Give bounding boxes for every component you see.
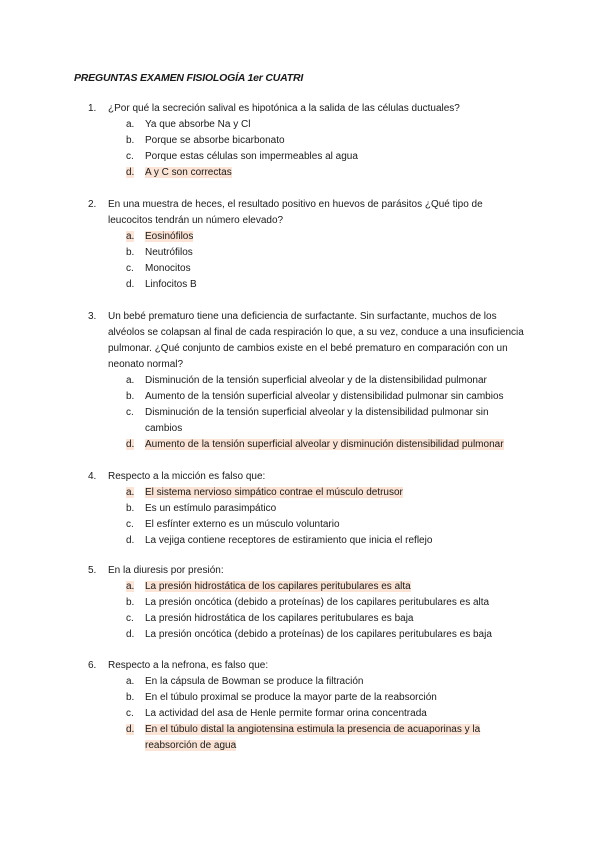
option-text: Linfocitos B (145, 279, 197, 290)
question-row (88, 658, 528, 674)
option-letter: b. (126, 391, 135, 402)
option-text: La presión oncótica (debido a proteínas) de los capilares peritubulares es baja (145, 629, 492, 640)
option-text: Aumento de la tensión superficial alveolar y disminución distensibilidad pulmonar (145, 439, 504, 450)
question-row (88, 101, 528, 117)
answer-option (126, 117, 528, 133)
option-letter: d. (126, 279, 135, 290)
question-row (88, 197, 528, 229)
answer-option (126, 261, 528, 277)
option-text: En el túbulo proximal se produce la mayor parte de la reabsorción (145, 692, 437, 703)
option-letter: c. (126, 407, 134, 418)
question-number: 3. (88, 311, 97, 322)
answer-option (126, 706, 528, 722)
option-text: Disminución de la tensión superficial alveolar y de la distensibilidad pulmonar (145, 375, 487, 386)
option-text: La presión oncótica (debido a proteínas) de los capilares peritubulares es alta (145, 597, 490, 608)
option-letter: d. (126, 724, 135, 735)
question-text: En una muestra de heces, el resultado positivo en huevos de parásitos ¿Qué tipo de leucocitos tendrán un número elevado? (108, 199, 483, 226)
answer-option (126, 501, 528, 517)
option-letter: a. (126, 581, 135, 592)
option-letter: c. (126, 708, 134, 719)
question-block (88, 197, 528, 293)
option-list (126, 579, 528, 643)
answer-option (126, 517, 528, 533)
question-block (88, 469, 528, 549)
answer-option-highlighted (126, 722, 528, 754)
option-letter: d. (126, 629, 135, 640)
option-text: Porque estas células son impermeables al agua (145, 151, 358, 162)
question-text: En la diuresis por presión: (108, 565, 224, 576)
option-letter: c. (126, 519, 134, 530)
answer-option (126, 674, 528, 690)
question-text: Respecto a la micción es falso que: (108, 471, 266, 482)
question-text: Un bebé prematuro tiene una deficiencia de surfactante. Sin surfactante, muchos de los alvéolos se colapsan al final de cada respiración lo que, a su vez, conduce a una insuficiencia pulmonar. ¿Qué conjunto de cambios existe en el bebé prematuro en comparación con un neonato normal? (108, 311, 524, 370)
answer-option (126, 690, 528, 706)
option-text: Ya que absorbe Na y Cl (145, 119, 251, 130)
option-text: Es un estímulo parasimpático (145, 503, 277, 514)
option-text: La presión hidrostática de los capilares peritubulares es alta (145, 581, 411, 592)
option-letter: c. (126, 613, 134, 624)
option-list (126, 674, 528, 754)
answer-option (126, 595, 528, 611)
option-list (126, 373, 528, 453)
answer-option (126, 627, 528, 643)
answer-option-highlighted (126, 579, 528, 595)
option-text: La vejiga contiene receptores de estiramiento que inicia el reflejo (145, 535, 433, 546)
option-letter: b. (126, 597, 135, 608)
option-text: Monocitos (145, 263, 191, 274)
option-letter: b. (126, 135, 135, 146)
question-block (88, 309, 528, 453)
option-text: Disminución de la tensión superficial alveolar y la distensibilidad pulmonar sin cambios (145, 407, 489, 434)
question-block (88, 101, 528, 181)
question-row (88, 309, 528, 373)
option-letter: a. (126, 119, 135, 130)
option-text: El esfínter externo es un músculo voluntario (145, 519, 340, 530)
option-letter: a. (126, 676, 135, 687)
answer-option (126, 405, 528, 437)
question-block (88, 563, 528, 643)
answer-option (126, 277, 528, 293)
option-letter: d. (126, 167, 135, 178)
question-text: Respecto a la nefrona, es falso que: (108, 660, 269, 671)
question-text: ¿Por qué la secreción salival es hipotónica a la salida de las células ductuales? (108, 103, 460, 114)
option-letter: d. (126, 535, 135, 546)
answer-option (126, 149, 528, 165)
option-letter: a. (126, 375, 135, 386)
question-number: 1. (88, 103, 97, 114)
option-letter: a. (126, 487, 135, 498)
answer-option (126, 533, 528, 549)
option-letter: b. (126, 247, 135, 258)
question-number: 6. (88, 660, 97, 671)
answer-option-highlighted (126, 165, 528, 181)
option-letter: c. (126, 151, 134, 162)
option-letter: b. (126, 692, 135, 703)
answer-option (126, 389, 528, 405)
answer-option-highlighted (126, 485, 528, 501)
answer-option (126, 245, 528, 261)
option-letter: d. (126, 439, 135, 450)
option-text: Eosinófilos (145, 231, 194, 242)
option-letter: b. (126, 503, 135, 514)
option-text: En la cápsula de Bowman se produce la filtración (145, 676, 364, 687)
answer-option-highlighted (126, 229, 528, 245)
option-text: En el túbulo distal la angiotensina estimula la presencia de acuaporinas y la reabsorción de agua (145, 724, 481, 751)
option-text: Aumento de la tensión superficial alveolar y distensibilidad pulmonar sin cambios (145, 391, 504, 402)
option-text: La actividad del asa de Henle permite formar orina concentrada (145, 708, 427, 719)
option-text: A y C son correctas (145, 167, 232, 178)
question-block (88, 658, 528, 754)
answer-option-highlighted (126, 437, 528, 453)
option-list (126, 485, 528, 549)
question-number: 2. (88, 199, 97, 210)
option-list (126, 229, 528, 293)
option-letter: a. (126, 231, 135, 242)
question-row (88, 469, 528, 485)
answer-option (126, 133, 528, 149)
option-text: La presión hidrostática de los capilares peritubulares es baja (145, 613, 414, 624)
answer-option (126, 373, 528, 389)
option-letter: c. (126, 263, 134, 274)
option-list (126, 117, 528, 181)
question-number: 4. (88, 471, 97, 482)
option-text: Neutrófilos (145, 247, 193, 258)
question-row (88, 563, 528, 579)
option-text: El sistema nervioso simpático contrae el músculo detrusor (145, 487, 403, 498)
option-text: Porque se absorbe bicarbonato (145, 135, 285, 146)
document-title: PREGUNTAS EXAMEN FISIOLOGÍA 1er CUATRI (74, 72, 304, 84)
question-number: 5. (88, 565, 97, 576)
answer-option (126, 611, 528, 627)
